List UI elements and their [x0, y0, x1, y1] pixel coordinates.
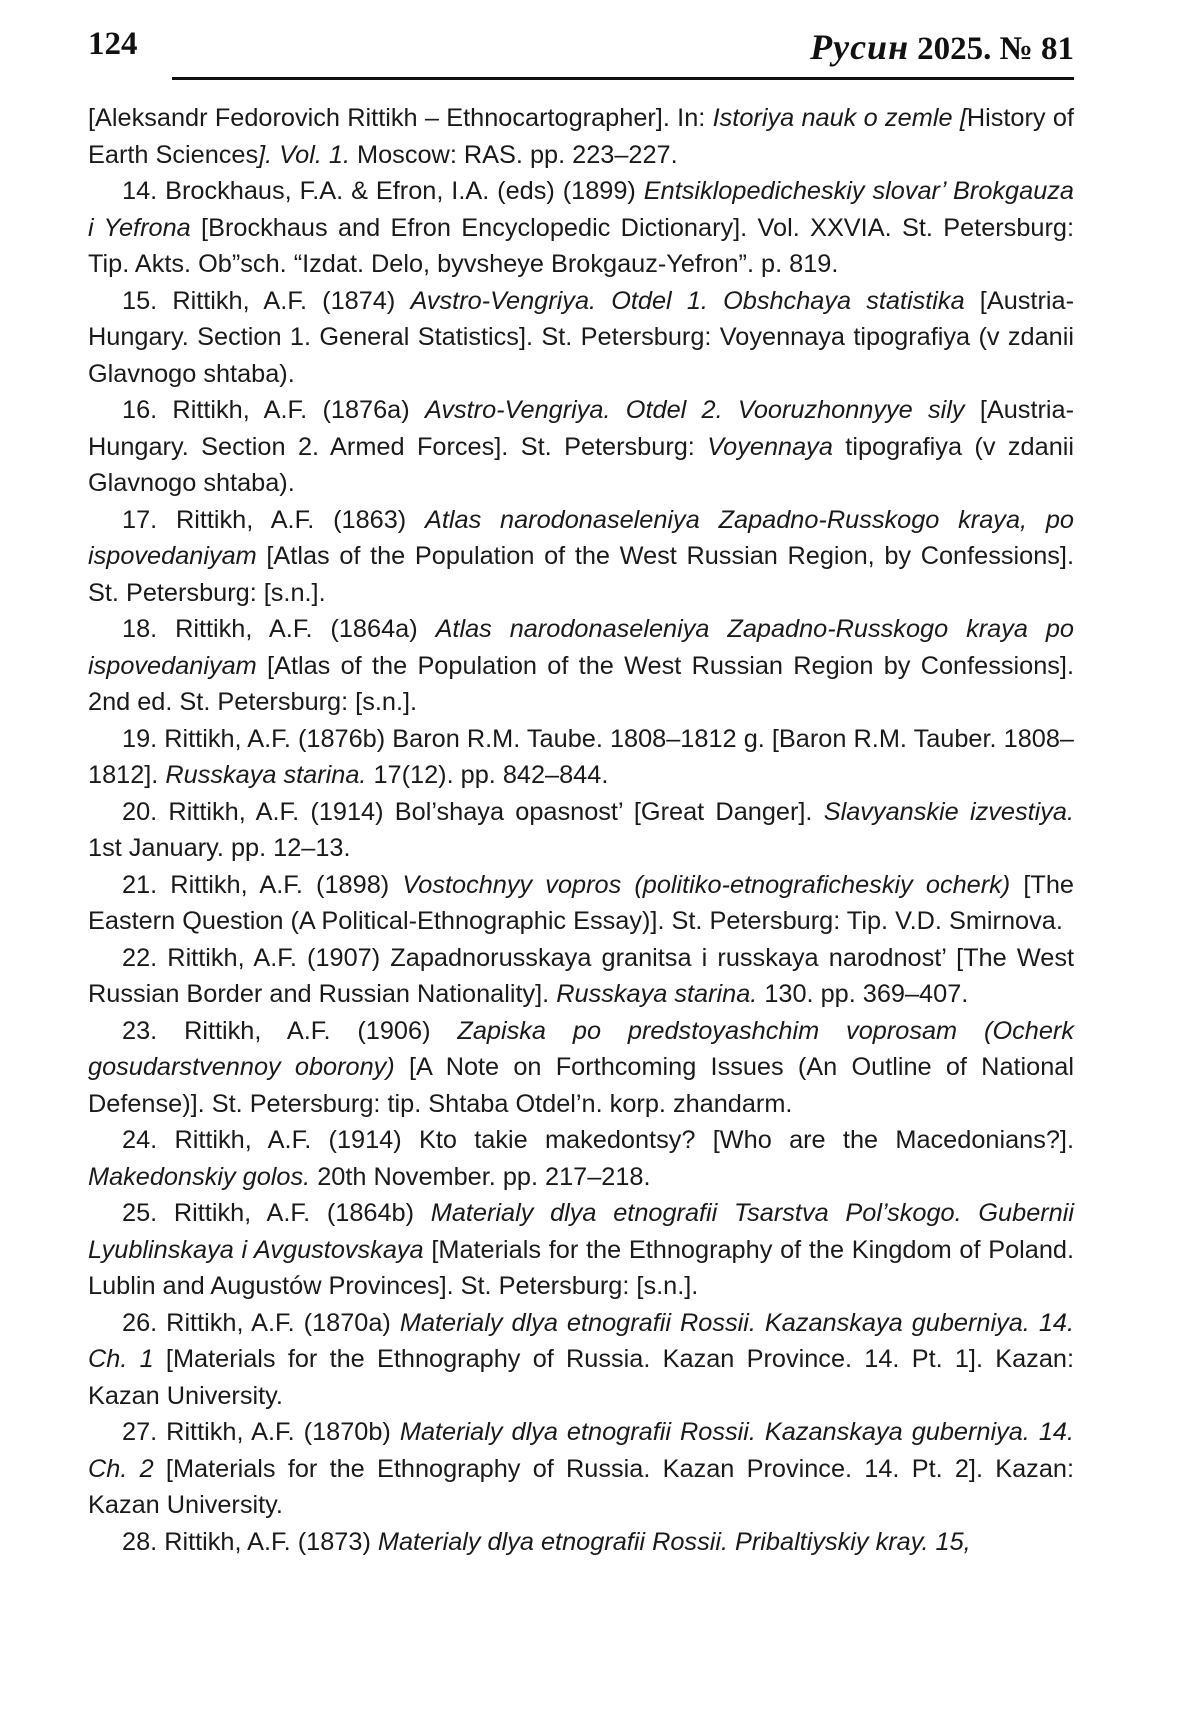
reference-continuation: [88, 100, 1074, 173]
reference-text-segment: [Austria-Hungary. Section 2. Armed Forces]. St. Petersburg:: [88, 396, 1075, 461]
reference-text-segment: [Materials for the Ethnography of Russia. Kazan Province. 14. Pt. 2]. Kazan: Kazan University.: [88, 1454, 1074, 1519]
reference-title-segment: Makedonskiy golos.: [88, 1162, 311, 1191]
reference-text-segment: [The Eastern Question (A Political-Ethnographic Essay)]. St. Petersburg: Tip. V.D. Smirnova.: [88, 870, 1074, 935]
reference-text-segment: 14. Brockhaus, F.A. & Efron, I.A. (eds) (1899): [122, 177, 644, 205]
references: [88, 173, 1074, 1560]
reference-title-segment: Atlas narodonaseleniya Zapadno-Russkogo kraya, po ispovedaniyam: [88, 505, 1074, 570]
reference-text-segment: 18. Rittikh, A.F. (1864a): [122, 615, 436, 643]
reference-title-segment: Materialy dlya etnografii Rossii. Kazanskaya guberniya. 14. Ch. 1: [88, 1308, 1075, 1373]
reference-title-segment: ]. Vol. 1.: [258, 140, 351, 169]
reference-text-segment: [Aleksandr Fedorovich Rittikh – Ethnocartographer]. In:: [88, 104, 713, 132]
reference-text-segment: [Materials for the Ethnography of the Kingdom of Poland. Lublin and Augustów Provinces]. St. Petersburg: [s.n.].: [88, 1235, 1074, 1300]
page-number: 124: [88, 26, 138, 62]
reference-text-segment: 21. Rittikh, A.F. (1898): [122, 870, 403, 899]
header-rule: [172, 77, 1074, 80]
reference-entry: [88, 1524, 1074, 1561]
reference-text-segment: 16. Rittikh, A.F. (1876a): [122, 396, 425, 424]
reference-title-segment: Avstro-Vengriya. Otdel 2. Vooruzhonnyye sily: [424, 396, 965, 424]
reference-entry: [88, 611, 1074, 721]
reference-entry: [88, 1013, 1074, 1123]
reference-title-segment: Russkaya starina.: [556, 980, 758, 1008]
reference-entry: [88, 721, 1074, 794]
reference-text-segment: 26. Rittikh, A.F. (1870a): [122, 1308, 400, 1337]
journal-page: [88, 0, 1074, 1560]
reference-text-segment: 19. Rittikh, A.F. (1876b) Baron R.M. Taube. 1808–1812 g. [Baron R.M. Tauber. 1808–1812].: [88, 724, 1074, 789]
reference-title-segment: Materialy dlya etnografii Rossii. Pribaltiyskiy kray. 15,: [377, 1527, 971, 1556]
reference-title-segment: Materialy dlya etnografii Rossii. Kazanskaya guberniya. 14. Ch. 2: [88, 1418, 1075, 1483]
reference-entry: [88, 392, 1074, 502]
reference-text-segment: 28. Rittikh, A.F. (1873): [122, 1527, 378, 1556]
reference-entry: [88, 1414, 1074, 1524]
reference-text-segment: 17. Rittikh, A.F. (1863): [122, 505, 425, 534]
reference-text-segment: 23. Rittikh, A.F. (1906): [122, 1016, 458, 1045]
reference-title-segment: Voyennaya: [707, 432, 833, 461]
reference-text-segment: tipografiya (v zdanii Glavnogo shtaba).: [88, 432, 1074, 497]
reference-text-segment: 22. Rittikh, A.F. (1907) Zapadnorusskaya granitsa i russkaya narodnost’ [The West Russian Border and Russian Nationality].: [88, 943, 1074, 1008]
reference-text-segment: [Atlas of the Population of the West Russian Region by Confessions]. 2nd ed. St. Petersburg: [s.n.].: [88, 651, 1074, 716]
reference-entry: [88, 1305, 1074, 1415]
reference-text-segment: 20. Rittikh, A.F. (1914) Bol’shaya opasnost’ [Great Danger].: [122, 797, 824, 826]
reference-text-segment: History of Earth Sciences: [88, 104, 1074, 169]
journal-name: Русин: [810, 27, 910, 67]
reference-entry: [88, 940, 1074, 1013]
reference-text-segment: [A Note on Forthcoming Issues (An Outline of National Defense)]. St. Petersburg: tip. Shtaba Otdel’n. korp. zhandarm.: [88, 1053, 1074, 1118]
reference-title-segment: Vostochnyy vopros (politiko-etnograficheskiy ocherk): [402, 870, 1011, 899]
reference-title-segment: Zapiska po predstoyashchim voprosam (Ocherk gosudarstvennoy oborony): [88, 1016, 1074, 1081]
reference-text-segment: [Atlas of the Population of the West Russian Region, by Confessions]. St. Petersburg: [s.n.].: [88, 542, 1074, 607]
journal-title: [810, 26, 1074, 68]
reference-entry: [88, 1195, 1074, 1305]
reference-text-segment: 17(12). pp. 842–844.: [366, 761, 609, 789]
reference-text-segment: 27. Rittikh, A.F. (1870b): [122, 1418, 400, 1446]
reference-text-segment: [Materials for the Ethnography of Russia. Kazan Province. 14. Pt. 1]. Kazan: Kazan University.: [88, 1345, 1074, 1410]
reference-entry: [88, 794, 1074, 867]
reference-entry: [88, 867, 1074, 940]
reference-list: [88, 100, 1074, 1560]
reference-title-segment: Atlas narodonaseleniya Zapadno-Russkogo kraya po ispovedaniyam: [88, 615, 1074, 680]
reference-text-segment: 1st January. pp. 12–13.: [88, 834, 351, 862]
journal-issue: 2025. № 81: [917, 31, 1074, 67]
reference-entry: [88, 283, 1074, 393]
reference-title-segment: Materialy dlya etnografii Tsarstva Pol’skogo. Gubernii Lyublinskaya i Avgustovskaya: [88, 1199, 1074, 1264]
reference-title-segment: Istoriya nauk o zemle [: [712, 104, 967, 132]
reference-text-segment: [Austria-Hungary. Section 1. General Statistics]. St. Petersburg: Voyennaya tipografiya (v zdanii Glavnogo shtaba).: [88, 286, 1074, 388]
reference-text-segment: Moscow: RAS. pp. 223–227.: [350, 140, 678, 169]
reference-text-segment: [Brockhaus and Efron Encyclopedic Dictionary]. Vol. XXVIA. St. Petersburg: Tip. Akts. Ob”sch. “Izdat. Delo, byvsheye Brokgauz-Yefron”. p. 819.: [88, 213, 1074, 278]
reference-text-segment: 25. Rittikh, A.F. (1864b): [122, 1199, 431, 1227]
reference-entry: [88, 1122, 1074, 1195]
reference-title-segment: Russkaya starina.: [165, 761, 367, 789]
reference-title-segment: Entsiklopedicheskiy slovar’ Brokgauza i Yefrona: [88, 177, 1074, 242]
reference-text-segment: 130. pp. 369–407.: [757, 980, 969, 1008]
reference-entry: [88, 502, 1074, 612]
reference-entry: [88, 173, 1074, 283]
reference-text-segment: 20th November. pp. 217–218.: [310, 1162, 651, 1191]
reference-title-segment: Avstro-Vengriya. Otdel 1. Obshchaya statistika: [410, 286, 965, 315]
reference-text-segment: 24. Rittikh, A.F. (1914) Kto takie makedontsy? [Who are the Macedonians?].: [122, 1126, 1074, 1154]
page-header: [88, 0, 1074, 80]
reference-text-segment: 15. Rittikh, A.F. (1874): [122, 286, 411, 315]
reference-title-segment: Slavyanskie izvestiya.: [823, 797, 1074, 826]
